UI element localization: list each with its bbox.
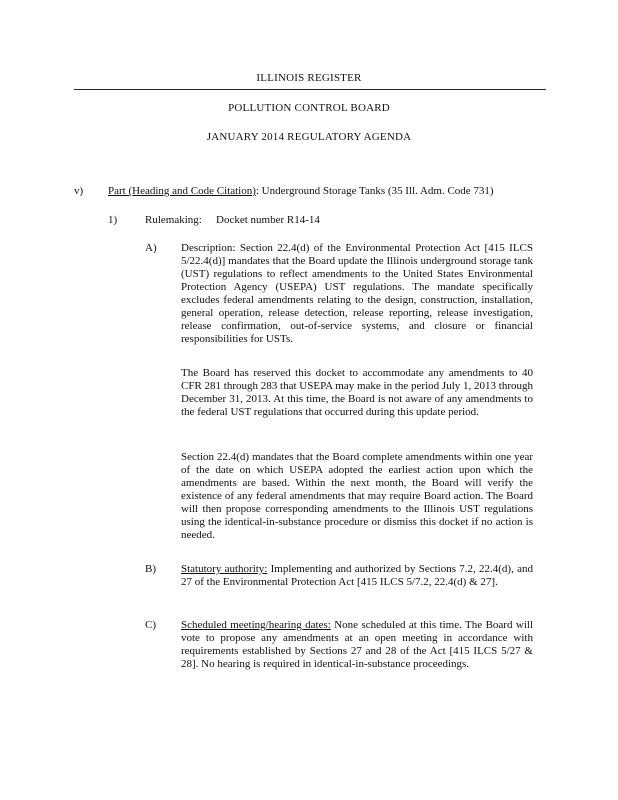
header-rule bbox=[74, 89, 546, 90]
hearing-dates-text: None scheduled at this time. The Board will vote to propose any amendments at an open meeting in accordance with requirements established by Sections 27 and 28 of the Act [415 ILCS 5/27 & 28]. No hearing is required in identical-in-substance proceedings. bbox=[181, 619, 533, 670]
part-heading-line bbox=[108, 185, 548, 198]
item-b-label: B) bbox=[145, 563, 156, 575]
item-1-label: 1) bbox=[108, 214, 118, 226]
register-title: ILLINOIS REGISTER bbox=[256, 72, 362, 84]
statutory-authority bbox=[181, 563, 533, 589]
rulemaking-label: Rulemaking: bbox=[145, 214, 202, 226]
docket-number: Docket number R14-14 bbox=[216, 214, 320, 226]
item-a-label: A) bbox=[145, 242, 157, 254]
description-paragraph-1: Description: Section 22.4(d) of the Environmental Protection Act [415 ILCS 5/22.4(d)] mandates that the Board update the Illinois underground storage tank (UST) regulations to reflect amendments to the United States Environmental Protection Agency (USEPA) UST regulations. The mandate specifically excludes federal amendments relating to the design, construction, installation, general operation, release detection, release reporting, release investigation, release confirmation, out-of-service systems, and closure or financial responsibilities for USTs. bbox=[181, 242, 533, 345]
description-paragraph-2: The Board has reserved this docket to accommodate any amendments to 40 CFR 281 through 283 that USEPA may make in the period July 1, 2013 through December 31, 2013. At this time, the Board is not aware of any amendments to the federal UST regulations that occurred during this update period. bbox=[181, 367, 533, 418]
hearing-dates bbox=[181, 619, 533, 671]
board-title: POLLUTION CONTROL BOARD bbox=[228, 102, 390, 114]
description-paragraph-3: Section 22.4(d) mandates that the Board complete amendments within one year of the date on which USEPA adopted the earliest action upon which the amendments are based. Within the next month, the Board will verify the existence of any federal amendments that may require Board action. The Board will then propose corresponding amendments to the Illinois UST regulations using the identical-in-substance procedure or dismiss this docket if no action is needed. bbox=[181, 451, 533, 541]
statutory-authority-text: Implementing and authorized by Sections 7.2, 22.4(d), and 27 of the Environmental Protection Act [415 ILCS 5/7.2, 22.4(d) & 27]. bbox=[181, 563, 533, 588]
part-citation: : Underground Storage Tanks (35 Ill. Adm. Code 731) bbox=[255, 185, 494, 197]
hearing-dates-heading: Scheduled meeting/hearing dates: bbox=[181, 619, 331, 631]
item-c-label: C) bbox=[145, 619, 156, 631]
part-heading: Part (Heading and Code Citation) bbox=[108, 185, 256, 197]
statutory-authority-heading: Statutory authority: bbox=[181, 563, 268, 575]
section-v-label: v) bbox=[74, 185, 84, 197]
agenda-title: JANUARY 2014 REGULATORY AGENDA bbox=[206, 131, 412, 143]
